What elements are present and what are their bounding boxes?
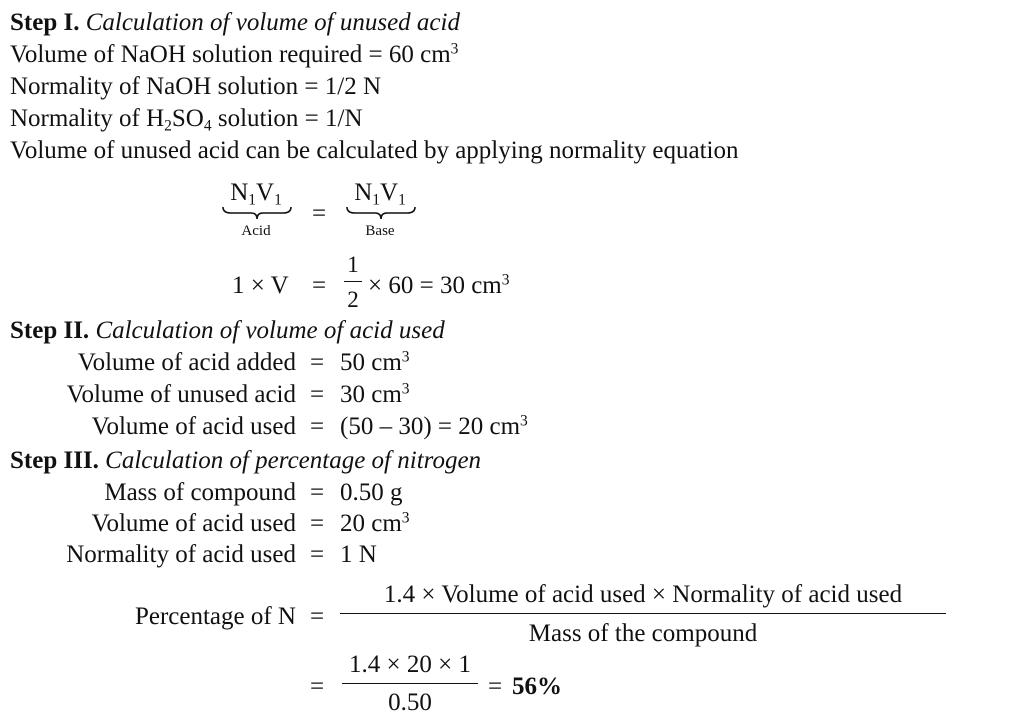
calc-frac-num: 1 bbox=[347, 252, 359, 277]
step3-row-value bbox=[340, 480, 403, 505]
step2-row-value bbox=[340, 350, 410, 375]
final-numerator: 1.4 × 20 × 1 bbox=[349, 651, 471, 678]
eq-left-under: Acid bbox=[241, 223, 271, 239]
result-eq: = bbox=[488, 673, 503, 700]
calc-frac-bar bbox=[344, 281, 362, 282]
step2-heading bbox=[10, 318, 445, 343]
eq-left-n: N bbox=[230, 179, 249, 206]
step3-heading-title: Calculation of percentage of nitrogen bbox=[105, 447, 482, 474]
step2-row-value bbox=[340, 382, 410, 407]
eq-right-term bbox=[342, 179, 418, 209]
step1-heading bbox=[10, 10, 460, 35]
calc-eq: = bbox=[312, 272, 327, 299]
final-eq: = bbox=[310, 673, 325, 700]
base-underbrace bbox=[346, 206, 416, 220]
step2-row-value-sup: 3 bbox=[401, 380, 410, 398]
step2-heading-title: Calculation of volume of acid used bbox=[95, 317, 445, 344]
step3-row-eq: = bbox=[310, 510, 325, 537]
eq-right-under: Base bbox=[365, 223, 395, 239]
acid-underbrace bbox=[222, 206, 292, 220]
naoh-volume-line bbox=[10, 42, 458, 67]
step2-row-eq: = bbox=[310, 413, 325, 440]
result-value: 56% bbox=[512, 673, 562, 700]
eq-right-n-sub: 1 bbox=[372, 191, 380, 209]
step2-row-label: Volume of acid used bbox=[91, 413, 296, 440]
eq-left-v-sub: 1 bbox=[274, 191, 282, 209]
normality-intro-line: Volume of unused acid can be calculated by applying normality equation bbox=[10, 137, 739, 164]
step2-row-value-sup: 3 bbox=[401, 348, 410, 366]
step3-heading bbox=[10, 448, 481, 473]
step2-row-value-text: 30 cm bbox=[340, 381, 402, 408]
step3-row-value-text: 0.50 g bbox=[340, 479, 403, 506]
pct-eq: = bbox=[310, 603, 325, 630]
step2-row-value bbox=[340, 414, 528, 439]
step3-row-eq: = bbox=[310, 479, 325, 506]
step2-row-eq: = bbox=[310, 349, 325, 376]
step2-row-label: Volume of acid added bbox=[77, 349, 296, 376]
step3-row-value bbox=[340, 542, 377, 567]
acid-normality-mid: SO bbox=[171, 105, 204, 132]
step3-heading-label: Step III. bbox=[10, 447, 99, 474]
pct-label: Percentage of N bbox=[134, 603, 296, 630]
step3-row-label: Volume of acid used bbox=[91, 510, 296, 537]
acid-normality-sub1: 2 bbox=[164, 117, 172, 135]
step1-heading-title: Calculation of volume of unused acid bbox=[85, 9, 460, 36]
naoh-volume-text: Volume of NaOH solution required = 60 cm bbox=[10, 41, 451, 68]
eq-right-v-sub: 1 bbox=[398, 191, 406, 209]
calc-rest-sup: 3 bbox=[501, 271, 510, 289]
calc-lhs: 1 × V bbox=[232, 272, 289, 299]
naoh-normality-line: Normality of NaOH solution = 1/2 N bbox=[10, 73, 382, 100]
step3-row-value-text: 20 cm bbox=[340, 510, 402, 537]
calc-frac-den: 2 bbox=[347, 287, 359, 312]
step2-row-label: Volume of unused acid bbox=[66, 381, 296, 408]
step3-row-value bbox=[340, 511, 410, 536]
step3-row-label: Mass of compound bbox=[104, 479, 296, 506]
final-denominator: 0.50 bbox=[388, 689, 432, 716]
step3-row-eq: = bbox=[310, 541, 325, 568]
eq-right-v: V bbox=[380, 179, 399, 206]
step3-row-value-text: 1 N bbox=[340, 541, 377, 568]
eq-right-n: N bbox=[354, 179, 373, 206]
step2-heading-label: Step II. bbox=[10, 317, 90, 344]
acid-normality-line bbox=[10, 105, 363, 135]
pct-denominator: Mass of the compound bbox=[528, 620, 758, 647]
step3-row-value-sup: 3 bbox=[401, 509, 410, 527]
pct-numerator: 1.4 × Volume of acid used × Normality of acid used bbox=[383, 581, 903, 608]
acid-normality-sub2: 4 bbox=[203, 117, 212, 135]
calc-rest bbox=[368, 273, 510, 298]
eq-left-n-sub: 1 bbox=[248, 191, 256, 209]
step2-row-value-sup: 3 bbox=[520, 412, 528, 430]
eq-left-term bbox=[218, 179, 294, 209]
final-fraction-bar bbox=[342, 683, 478, 684]
step1-heading-label: Step I. bbox=[10, 9, 80, 36]
eq-left-v: V bbox=[256, 179, 275, 206]
naoh-volume-sup: 3 bbox=[450, 40, 459, 58]
step2-row-value-text: 50 cm bbox=[340, 349, 402, 376]
pct-fraction-bar bbox=[340, 613, 946, 614]
eq-sign: = bbox=[312, 200, 327, 227]
step3-row-label: Normality of acid used bbox=[66, 541, 296, 568]
step2-row-eq: = bbox=[310, 381, 325, 408]
calc-rest-text: × 60 = 30 cm bbox=[368, 272, 502, 299]
step2-row-value-text: (50 – 30) = 20 cm bbox=[340, 413, 521, 440]
acid-normality-pre: Normality of H bbox=[10, 105, 165, 132]
acid-normality-post: solution = 1/N bbox=[211, 105, 363, 132]
